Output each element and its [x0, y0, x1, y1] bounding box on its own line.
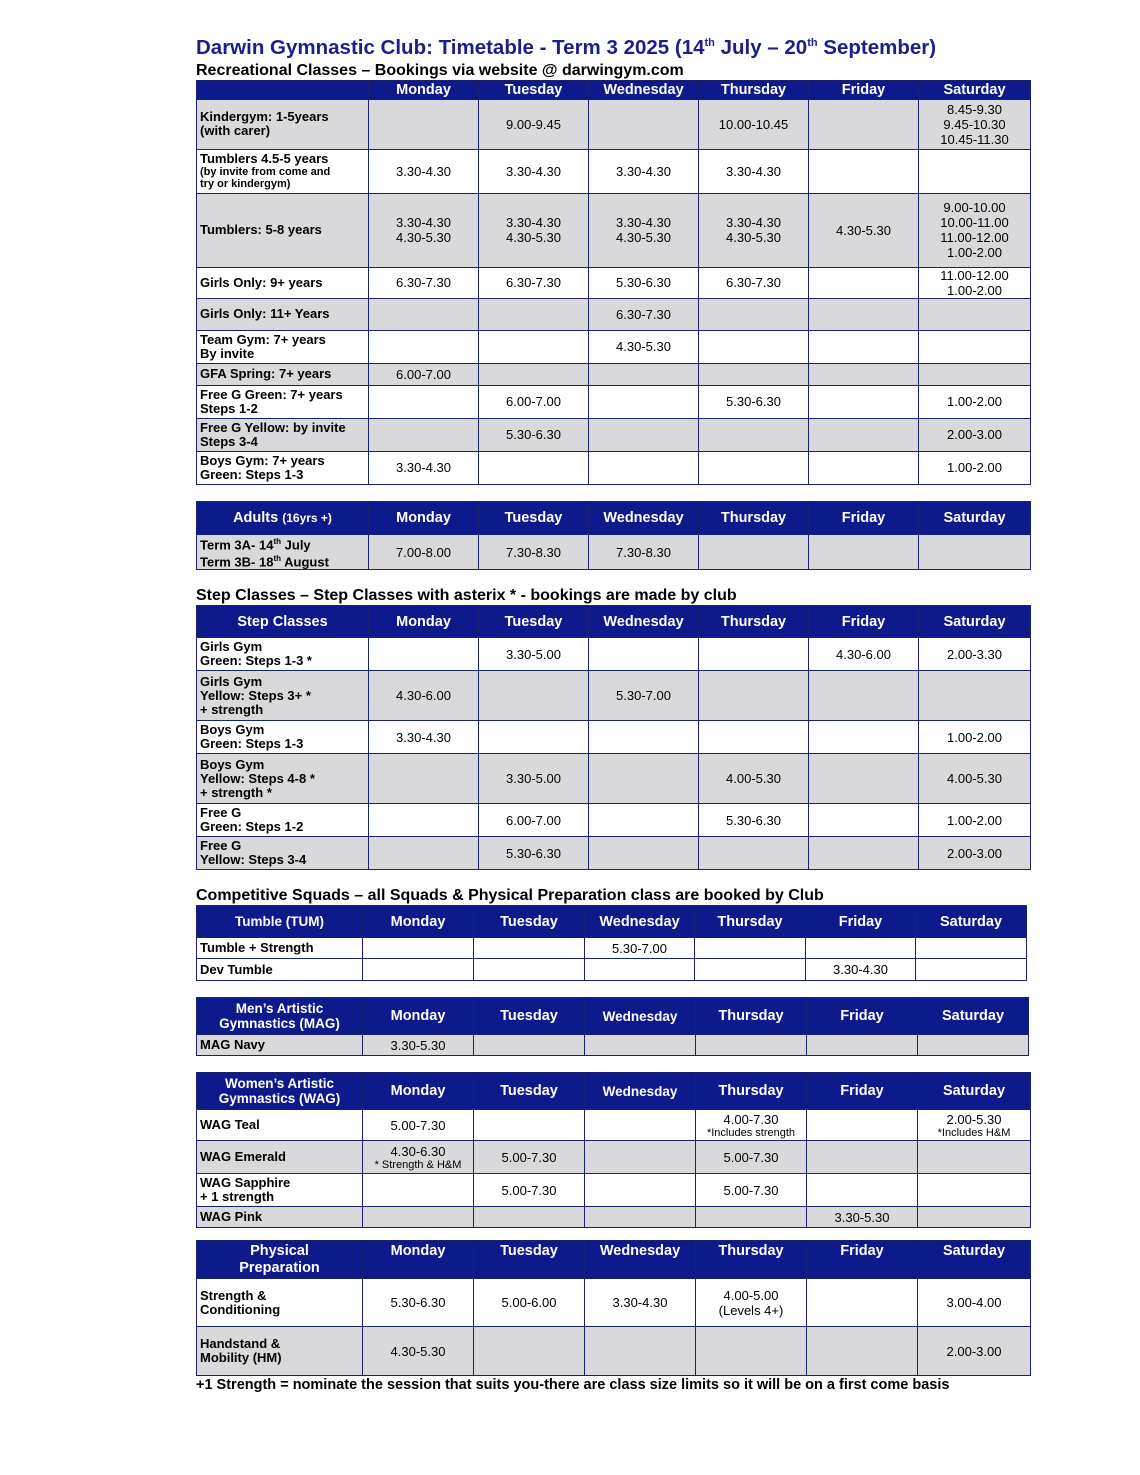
table-row [197, 451, 1031, 484]
time-cell: 6.30-7.30 [699, 267, 809, 298]
class-label: Girls Only: 9+ years [197, 267, 369, 298]
day-header: Tuesday [474, 906, 585, 938]
day-header: Wednesday [585, 906, 695, 938]
time-cell [809, 534, 919, 570]
day-header: Thursday [699, 80, 809, 99]
time-cell [589, 451, 699, 484]
time-cell [585, 959, 695, 981]
class-label: GFA Spring: 7+ years [197, 363, 369, 385]
class-label: Girls Gym Yellow: Steps 3+ * + strength [197, 671, 369, 721]
footer-note: +1 Strength = nominate the session that suits you-there are class size limits so it will be on a first come basis [196, 1377, 950, 1394]
time-cell [809, 671, 919, 721]
day-header: Saturday [919, 501, 1031, 534]
time-cell: 7.00-8.00 [369, 534, 479, 570]
time-cell [919, 298, 1031, 330]
time-cell [919, 671, 1031, 721]
day-header: Monday [369, 606, 479, 638]
time-cell: 4.00-7.30 *Includes strength [696, 1110, 807, 1141]
time-cell: 5.00-7.30 [696, 1141, 807, 1174]
time-cell: 6.00-7.00 [479, 804, 589, 837]
time-cell: 5.30-6.30 [479, 418, 589, 451]
time-cell [809, 99, 919, 149]
time-cell: 6.30-7.30 [369, 267, 479, 298]
day-header: Saturday [919, 606, 1031, 638]
time-cell: 3.30-4.30 [369, 451, 479, 484]
time-cell: 3.30-4.30 [369, 149, 479, 193]
class-label: Free G Green: 7+ years Steps 1-2 [197, 385, 369, 418]
time-cell [589, 418, 699, 451]
time-cell [918, 1141, 1031, 1174]
time-cell: 2.00-3.00 [919, 837, 1031, 870]
time-cell [585, 1141, 696, 1174]
time-cell: 3.30-4.30 4.30-5.30 [589, 193, 699, 267]
page-title: Darwin Gymnastic Club: Timetable - Term 3 2025 (14th July – 20th September) [196, 35, 937, 59]
day-header: Saturday [919, 80, 1031, 99]
table-row [197, 330, 1031, 363]
table-row [197, 1279, 1031, 1327]
class-label: Team Gym: 7+ years By invite [197, 330, 369, 363]
time-cell: 8.45-9.30 9.45-10.30 10.45-11.30 [919, 99, 1031, 149]
wag-table [196, 1072, 1031, 1228]
adults-header: Adults (16yrs +) [197, 501, 369, 534]
time-cell: 3.30-4.30 [806, 959, 916, 981]
time-cell [696, 1327, 807, 1376]
time-cell: 5.30-6.30 [699, 385, 809, 418]
time-cell: 6.00-7.00 [479, 385, 589, 418]
time-cell [916, 959, 1027, 981]
time-cell [585, 1327, 696, 1376]
class-label: MAG Navy [197, 1035, 363, 1056]
day-header: Tuesday [479, 80, 589, 99]
time-cell [807, 1110, 918, 1141]
time-cell: 3.30-4.30 [589, 149, 699, 193]
time-cell: 3.00-4.00 [918, 1279, 1031, 1327]
time-cell [807, 1141, 918, 1174]
class-label: WAG Teal [197, 1110, 363, 1141]
time-cell [474, 938, 585, 959]
time-cell [474, 1110, 585, 1141]
table-row [197, 1174, 1031, 1207]
time-cell [919, 149, 1031, 193]
table-row [197, 385, 1031, 418]
adults-term-label: Term 3A- 14th July Term 3B- 18th August [197, 534, 369, 570]
time-cell: 5.00-7.30 [696, 1174, 807, 1207]
time-cell: 3.30-5.00 [479, 638, 589, 671]
time-cell [696, 1207, 807, 1228]
time-cell: 2.00-3.00 [919, 418, 1031, 451]
day-header: Thursday [696, 998, 807, 1035]
day-header: Monday [363, 906, 474, 938]
table-row [197, 1207, 1031, 1228]
day-header: Friday [809, 80, 919, 99]
time-cell [699, 638, 809, 671]
time-cell [918, 1174, 1031, 1207]
time-cell: 4.30-5.30 [809, 193, 919, 267]
table-row [197, 938, 1027, 959]
time-cell [363, 938, 474, 959]
time-cell [807, 1174, 918, 1207]
mag-table [196, 997, 1029, 1056]
time-cell: 6.30-7.30 [589, 298, 699, 330]
time-cell: 5.30-6.30 [363, 1279, 474, 1327]
time-cell: 4.00-5.30 [919, 754, 1031, 804]
day-header: Wednesday [589, 501, 699, 534]
time-cell [809, 754, 919, 804]
time-cell: 3.30-4.30 [369, 721, 479, 754]
day-header: Friday [809, 501, 919, 534]
time-cell: 4.30-5.30 [363, 1327, 474, 1376]
time-cell: 5.30-6.30 [589, 267, 699, 298]
time-cell: 9.00-9.45 [479, 99, 589, 149]
day-header: Thursday [696, 1241, 807, 1279]
time-cell: 7.30-8.30 [479, 534, 589, 570]
day-header: Saturday [918, 1241, 1031, 1279]
wag-header: Women’s Artistic Gymnastics (WAG) [197, 1073, 363, 1110]
time-cell: 11.00-12.00 1.00-2.00 [919, 267, 1031, 298]
time-cell: 4.30-6.00 [809, 638, 919, 671]
time-cell [806, 938, 916, 959]
class-label: Boys Gym Yellow: Steps 4-8 * + strength * [197, 754, 369, 804]
time-cell: 1.00-2.00 [919, 721, 1031, 754]
day-header: Wednesday [585, 1073, 696, 1110]
time-cell [699, 721, 809, 754]
time-cell: 7.30-8.30 [589, 534, 699, 570]
time-cell: 4.30-6.30 * Strength & H&M [363, 1141, 474, 1174]
mag-header: Men’s Artistic Gymnastics (MAG) [197, 998, 363, 1035]
time-cell: 3.30-4.30 [585, 1279, 696, 1327]
table-row [197, 837, 1031, 870]
class-label: WAG Pink [197, 1207, 363, 1228]
time-cell: 2.00-5.30 *Includes H&M [918, 1110, 1031, 1141]
class-label: Boys Gym: 7+ years Green: Steps 1-3 [197, 451, 369, 484]
table-row [197, 1110, 1031, 1141]
time-cell [585, 1174, 696, 1207]
time-cell: 3.30-4.30 4.30-5.30 [699, 193, 809, 267]
time-cell: 5.30-6.30 [699, 804, 809, 837]
time-cell [809, 298, 919, 330]
physical-preparation-table [196, 1240, 1031, 1376]
class-label: Strength & Conditioning [197, 1279, 363, 1327]
day-header: Tuesday [479, 606, 589, 638]
time-cell [699, 451, 809, 484]
time-cell: 2.00-3.00 [918, 1327, 1031, 1376]
time-cell: 3.30-4.30 4.30-5.30 [479, 193, 589, 267]
day-header: Wednesday [589, 606, 699, 638]
day-header: Friday [807, 998, 918, 1035]
time-cell [809, 721, 919, 754]
day-header: Monday [363, 1241, 474, 1279]
class-label: Tumblers: 5-8 years [197, 193, 369, 267]
time-cell [695, 959, 806, 981]
time-cell: 5.30-7.00 [585, 938, 695, 959]
time-cell: 3.30-5.00 [479, 754, 589, 804]
time-cell [919, 534, 1031, 570]
time-cell [589, 385, 699, 418]
time-cell [369, 99, 479, 149]
time-cell [369, 804, 479, 837]
time-cell [695, 938, 806, 959]
time-cell [474, 1327, 585, 1376]
table-row [197, 671, 1031, 721]
table-row [197, 638, 1031, 671]
time-cell [589, 721, 699, 754]
time-cell [809, 363, 919, 385]
day-header: Tuesday [479, 501, 589, 534]
table-row [197, 1141, 1031, 1174]
table-row [197, 721, 1031, 754]
day-header: Friday [809, 606, 919, 638]
time-cell: 4.00-5.30 [699, 754, 809, 804]
time-cell [809, 385, 919, 418]
time-cell: 5.00-7.30 [474, 1141, 585, 1174]
day-header: Saturday [916, 906, 1027, 938]
day-header: Tuesday [474, 1073, 585, 1110]
class-label: WAG Emerald [197, 1141, 363, 1174]
day-header: Thursday [699, 606, 809, 638]
time-cell: 5.00-7.30 [363, 1110, 474, 1141]
day-header: Saturday [918, 998, 1029, 1035]
time-cell [589, 837, 699, 870]
time-cell [369, 837, 479, 870]
time-cell [369, 638, 479, 671]
day-header: Saturday [918, 1073, 1031, 1110]
recreational-table [196, 80, 1031, 485]
time-cell: 3.30-4.30 4.30-5.30 [369, 193, 479, 267]
time-cell [479, 721, 589, 754]
time-cell [474, 1207, 585, 1228]
step-header: Step Classes [197, 606, 369, 638]
class-label: Tumblers 4.5-5 years (by invite from come and try or kindergym) [197, 149, 369, 193]
day-header: Tuesday [474, 998, 585, 1035]
time-cell [919, 330, 1031, 363]
time-cell [809, 451, 919, 484]
step-classes-table [196, 605, 1031, 870]
day-header: Wednesday [589, 80, 699, 99]
timetable-page [196, 30, 1036, 1393]
day-header: Thursday [695, 906, 806, 938]
time-cell [479, 363, 589, 385]
time-cell [479, 671, 589, 721]
time-cell [918, 1035, 1029, 1056]
table-row [197, 959, 1027, 981]
table-row [197, 1035, 1029, 1056]
time-cell: 5.00-6.00 [474, 1279, 585, 1327]
class-label: Girls Only: 11+ Years [197, 298, 369, 330]
time-cell [699, 418, 809, 451]
time-cell [809, 149, 919, 193]
time-cell [479, 330, 589, 363]
day-header: Friday [807, 1241, 918, 1279]
time-cell [589, 638, 699, 671]
day-header: Monday [369, 80, 479, 99]
class-label: Kindergym: 1-5years (with carer) [197, 99, 369, 149]
class-label: Tumble + Strength [197, 938, 363, 959]
day-header: Friday [807, 1073, 918, 1110]
table-row [197, 149, 1031, 193]
table-row [197, 1327, 1031, 1376]
time-cell [809, 804, 919, 837]
time-cell [363, 1174, 474, 1207]
time-cell: 4.30-5.30 [589, 330, 699, 363]
time-cell: 2.00-3.30 [919, 638, 1031, 671]
time-cell [699, 671, 809, 721]
time-cell [589, 754, 699, 804]
time-cell [589, 99, 699, 149]
table-row [197, 363, 1031, 385]
time-cell [918, 1207, 1031, 1228]
day-header: Friday [806, 906, 916, 938]
corner-cell [197, 80, 369, 99]
time-cell [699, 298, 809, 330]
day-header: Wednesday [585, 998, 696, 1035]
tumble-header: Tumble (TUM) [197, 906, 363, 938]
table-row [197, 99, 1031, 149]
time-cell [916, 938, 1027, 959]
time-cell [585, 1035, 696, 1056]
time-cell: 1.00-2.00 [919, 451, 1031, 484]
time-cell [369, 754, 479, 804]
time-cell [809, 330, 919, 363]
time-cell: 5.00-7.30 [474, 1174, 585, 1207]
time-cell [369, 385, 479, 418]
time-cell [585, 1110, 696, 1141]
time-cell [807, 1279, 918, 1327]
time-cell: 10.00-10.45 [699, 99, 809, 149]
time-cell [699, 330, 809, 363]
class-label: Dev Tumble [197, 959, 363, 981]
time-cell: 3.30-4.30 [699, 149, 809, 193]
time-cell [807, 1327, 918, 1376]
time-cell [369, 330, 479, 363]
time-cell: 6.00-7.00 [369, 363, 479, 385]
time-cell [809, 418, 919, 451]
time-cell [363, 1207, 474, 1228]
class-label: Free G Green: Steps 1-2 [197, 804, 369, 837]
time-cell [809, 267, 919, 298]
table-row [197, 298, 1031, 330]
time-cell [699, 363, 809, 385]
time-cell [585, 1207, 696, 1228]
time-cell [589, 363, 699, 385]
table-row [197, 418, 1031, 451]
time-cell: 9.00-10.00 10.00-11.00 11.00-12.00 1.00-2.00 [919, 193, 1031, 267]
day-header: Monday [369, 501, 479, 534]
class-label: Handstand & Mobility (HM) [197, 1327, 363, 1376]
time-cell: 3.30-5.30 [807, 1207, 918, 1228]
time-cell [699, 534, 809, 570]
time-cell [479, 451, 589, 484]
time-cell [474, 1035, 585, 1056]
class-label: Free G Yellow: by invite Steps 3-4 [197, 418, 369, 451]
physical-header: Physical Preparation [197, 1241, 363, 1279]
class-label: WAG Sapphire + 1 strength [197, 1174, 363, 1207]
time-cell: 1.00-2.00 [919, 804, 1031, 837]
table-row [197, 754, 1031, 804]
day-header: Monday [363, 998, 474, 1035]
time-cell [696, 1035, 807, 1056]
class-label: Boys Gym Green: Steps 1-3 [197, 721, 369, 754]
day-header: Monday [363, 1073, 474, 1110]
time-cell: 1.00-2.00 [919, 385, 1031, 418]
time-cell: 3.30-5.30 [363, 1035, 474, 1056]
tumble-table [196, 905, 1027, 981]
time-cell [363, 959, 474, 981]
time-cell [919, 363, 1031, 385]
day-header: Thursday [699, 501, 809, 534]
class-label: Girls Gym Green: Steps 1-3 * [197, 638, 369, 671]
time-cell: 3.30-4.30 [479, 149, 589, 193]
recreational-subtitle: Recreational Classes – Bookings via website @ darwingym.com [196, 61, 684, 79]
day-header: Thursday [696, 1073, 807, 1110]
table-row [197, 267, 1031, 298]
time-cell [474, 959, 585, 981]
day-header: Wednesday [585, 1241, 696, 1279]
table-row [197, 804, 1031, 837]
table-row [197, 193, 1031, 267]
time-cell: 4.00-5.00 (Levels 4+) [696, 1279, 807, 1327]
time-cell [369, 418, 479, 451]
time-cell [479, 298, 589, 330]
time-cell [807, 1035, 918, 1056]
step-section-title: Step Classes – Step Classes with asterix * - bookings are made by club [196, 587, 737, 605]
time-cell [369, 298, 479, 330]
time-cell: 6.30-7.30 [479, 267, 589, 298]
time-cell: 5.30-6.30 [479, 837, 589, 870]
day-header: Tuesday [474, 1241, 585, 1279]
adults-table [196, 501, 1031, 571]
time-cell [699, 837, 809, 870]
time-cell: 5.30-7.00 [589, 671, 699, 721]
time-cell [809, 837, 919, 870]
time-cell [589, 804, 699, 837]
class-label: Free G Yellow: Steps 3-4 [197, 837, 369, 870]
time-cell: 4.30-6.00 [369, 671, 479, 721]
competitive-section-title: Competitive Squads – all Squads & Physical Preparation class are booked by Club [196, 887, 824, 905]
